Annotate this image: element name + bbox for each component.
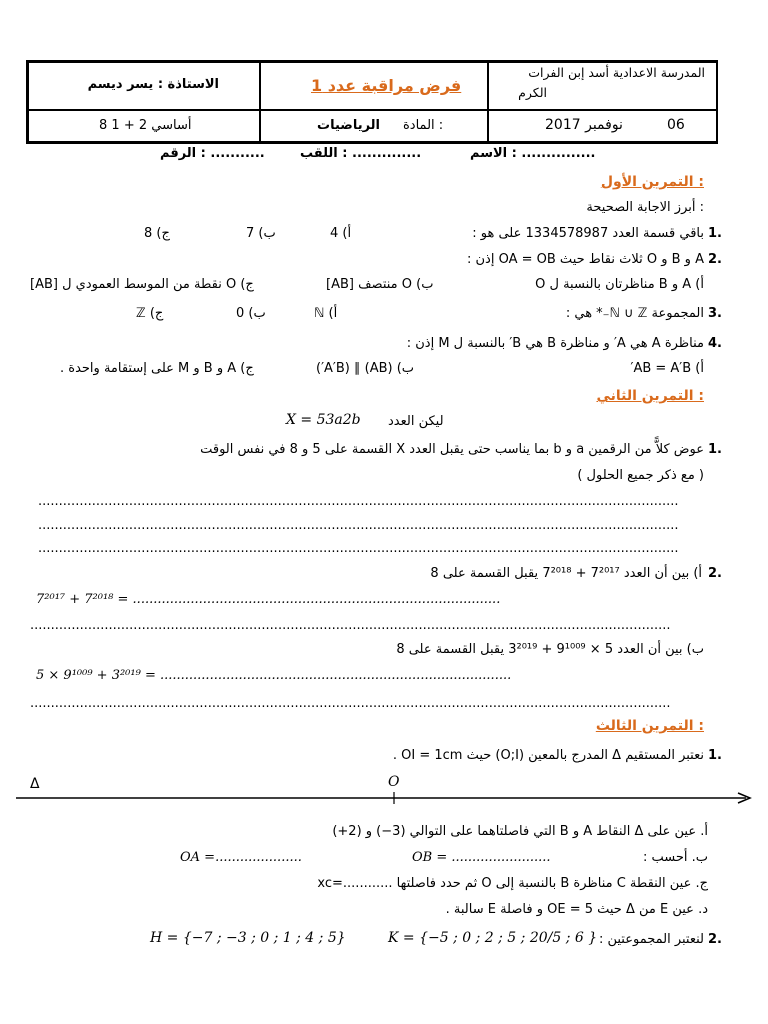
ex2-q2a-text: أ) بين أن العدد 7²⁰¹⁷ + 7²⁰¹⁸ يقبل القسمة على 8 — [430, 566, 702, 581]
ex3-part-b-ob: OB = ........................ — [412, 850, 551, 865]
ex2-q2a-expression: 7²⁰¹⁷ + 7²⁰¹⁸ = ......................................................................................... — [36, 592, 501, 607]
delta-label: Δ — [30, 776, 40, 792]
ex1-q3-text: المجموعة ℕ ∪ ℤ₋* هي : — [565, 306, 704, 321]
header-cell-teacher — [28, 62, 260, 110]
ex1-q3-option-a: أ) ℕ — [314, 306, 338, 321]
header-cell-date — [488, 110, 718, 142]
ex2-q2b-expression: 5 × 9¹⁰⁰⁹ + 3²⁰¹⁹ = ..................................................................................... — [36, 668, 512, 683]
date-month-year: نوفمبر 2017 — [545, 117, 623, 133]
ex3-title: التمرين الثالث : — [595, 718, 704, 734]
ex3-q2-num: 2. — [708, 932, 722, 947]
header-table — [26, 60, 718, 144]
ex1-q4-option-b: ب) (AB) ∥ (A′B′) — [316, 361, 415, 376]
header-cell-school — [488, 62, 718, 110]
ex1-q1-text: باقي قسمة العدد 1334578987 على هو : — [472, 226, 704, 241]
ex1-q2-text: A و B و O ثلاث نقاط حيث OA = OB إذن : — [466, 252, 704, 267]
ex1-q3-option-c: ج) ℤ — [136, 306, 164, 321]
ex3-part-d: د. عين E من Δ حيث OE = 5 و فاصلة E سالبة . — [445, 902, 708, 917]
ex3-part-b-oa: OA =..................... — [180, 850, 302, 865]
ex1-q2-option-b: ب) O منتصف [AB] — [326, 277, 434, 292]
header-cell-subject — [260, 110, 488, 142]
ex3-part-c: ج. عين النقطة C مناظرة B بالنسبة إلى O ثم حدد فاصلتها ............=xc — [317, 876, 708, 891]
answer-line-1: ........................................................................................................................................................... — [38, 494, 679, 509]
ex1-q4-option-c: ج) A و B و M على إستقامة واحدة . — [60, 361, 254, 376]
student-name: الاسم : ............... — [470, 146, 596, 161]
answer-line-3: ........................................................................................................................................................... — [38, 541, 679, 556]
date-day: 06 — [667, 117, 685, 133]
ex3-q1-num: 1. — [708, 748, 722, 763]
school-city: الكرم — [518, 85, 547, 100]
subject-label: المادة : — [403, 118, 444, 133]
exam-title: فرض مراقبة عدد 1 — [311, 76, 462, 95]
ex1-title: التمرين الأول : — [600, 174, 704, 190]
ex1-q3-num: 3. — [708, 306, 722, 321]
ex1-q1-num: 1. — [708, 226, 722, 241]
ex3-q1-text: نعتبر المستقيم Δ المدرج بالمعين (O;I) حيث OI = 1cm . — [392, 748, 704, 763]
ex1-q2-option-a: أ) A و B مناظرتان بالنسبة ل O — [535, 277, 704, 292]
ex3-q2-text: لنعتبر المجموعتين : — [598, 932, 704, 947]
class-label: 8 أساسي 2 + 1 — [99, 118, 192, 133]
header-cell-title — [260, 62, 488, 110]
subject-value: الرياضيات — [317, 118, 381, 133]
ex3-part-a: أ. عين على Δ النقاط A و B التي فاصلتاهما على التوالي (3−) و (2+) — [332, 824, 708, 839]
answer-line-4: ........................................................................................................................................................... — [30, 618, 671, 633]
student-number: الرقم : ........... — [160, 146, 265, 161]
answer-line-5: ........................................................................................................................................................... — [30, 696, 671, 711]
ex2-title: التمرين الثاني : — [596, 388, 704, 404]
school-name: المدرسة الاعدادية أسد إبن الفرات — [528, 65, 705, 80]
ex1-q2-option-c: ج) O نقطة من الموسط العمودي ل [AB] — [30, 277, 254, 292]
ex2-q1-text: عوض كلاًّ من الرقمين a و b بما يناسب حتى يقبل العدد X القسمة على 5 و 8 في نفس الوقت — [200, 442, 704, 457]
ex1-q4-num: 4. — [708, 336, 722, 351]
answer-line-2: ........................................................................................................................................................... — [38, 518, 679, 533]
ex3-part-b-label: ب. أحسب : — [642, 850, 708, 865]
origin-label: O — [388, 774, 400, 790]
ex2-q1-num: 1. — [708, 442, 722, 457]
ex1-q3-option-b: ب) 0 — [236, 306, 266, 321]
header-cell-class — [28, 110, 260, 142]
ex1-q1-option-b: ب) 7 — [246, 226, 276, 241]
number-line — [16, 788, 760, 808]
ex1-q4-option-a: أ) AB = A′B′ — [630, 361, 704, 376]
set-k: K = {−5 ; 0 ; 2 ; 5 ; 20/5 ; 6 } — [388, 930, 598, 946]
ex2-q2-num: 2. — [708, 566, 722, 581]
ex1-q1-option-a: أ) 4 — [330, 226, 352, 241]
student-surname: اللقب : .............. — [300, 146, 422, 161]
set-h: H = {−7 ; −3 ; 0 ; 1 ; 4 ; 5} — [150, 930, 346, 946]
ex1-instruction: أبرز الاجابة الصحيحة : — [586, 200, 704, 215]
ex2-q2b-text: ب) بين أن العدد 5 × 9¹⁰⁰⁹ + 3²⁰¹⁹ يقبل القسمة على 8 — [396, 642, 704, 657]
ex2-x-expression: X = 53a2b — [286, 412, 361, 428]
ex2-let-label: ليكن العدد — [388, 414, 444, 429]
teacher-name: الاستاذة : يسر ديسم — [87, 77, 219, 92]
ex2-q1-note: ( مع ذكر جميع الحلول ) — [577, 468, 704, 483]
ex1-q2-num: 2. — [708, 252, 722, 267]
ex1-q4-text: مناظرة A هي A′ و مناظرة B هي B′ بالنسبة ل M إذن : — [406, 336, 704, 351]
ex1-q1-option-c: ج) 8 — [144, 226, 170, 241]
